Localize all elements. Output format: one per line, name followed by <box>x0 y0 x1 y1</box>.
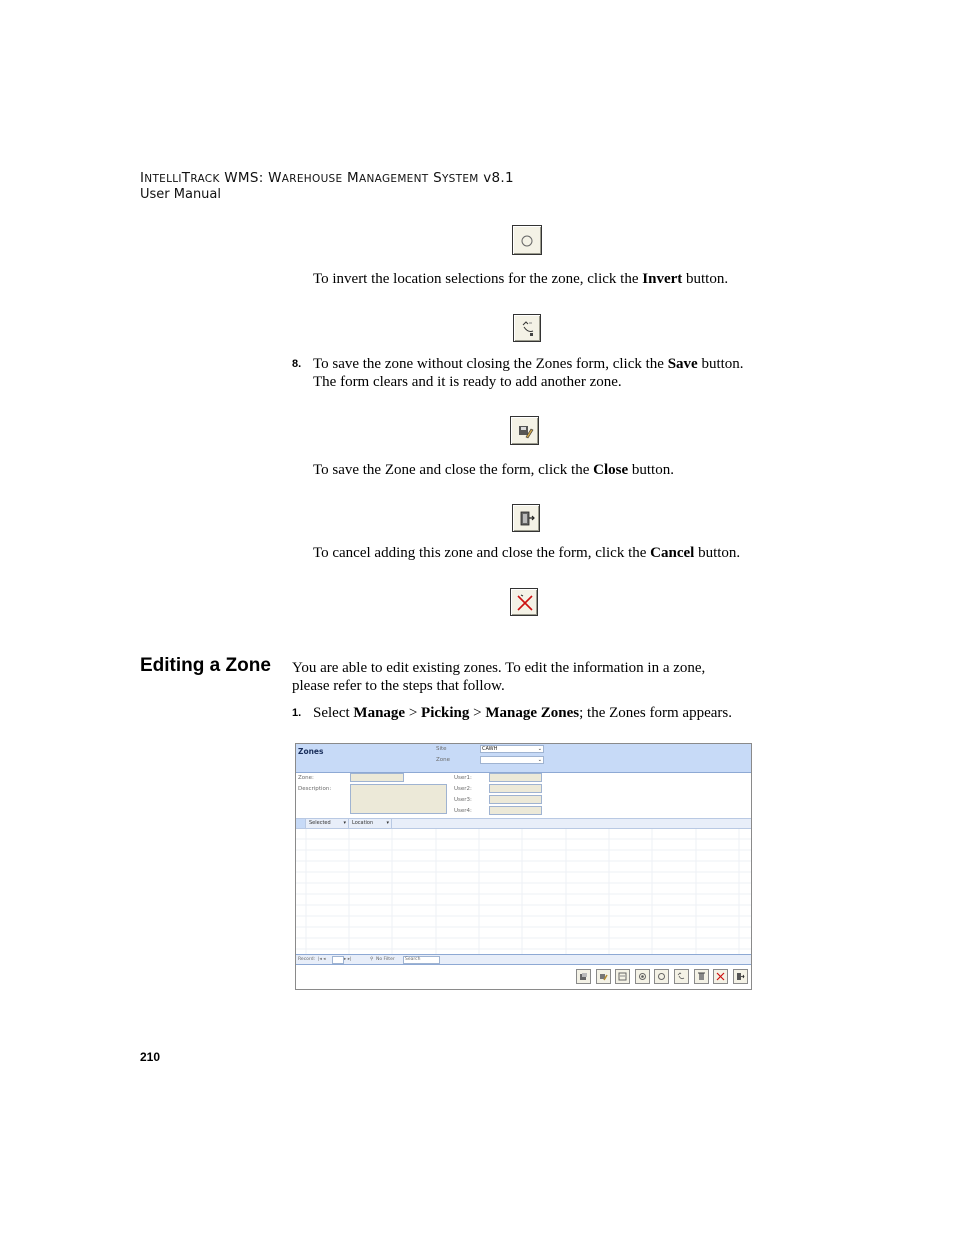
zones-form-screenshot <box>295 743 752 990</box>
invert-icon[interactable] <box>674 969 689 984</box>
record-number-input[interactable] <box>332 956 344 964</box>
step-number: 1. <box>292 707 302 719</box>
next-record-icon[interactable]: ▸ ▸| <box>344 957 352 962</box>
chevron-down-icon: ⌄ <box>537 757 542 763</box>
circle-icon[interactable] <box>654 969 669 984</box>
edit-icon[interactable] <box>596 969 611 984</box>
description-label: Description: <box>298 786 332 792</box>
cancel-x-icon[interactable] <box>713 969 728 984</box>
description-input[interactable] <box>350 784 447 814</box>
user3-label: User3: <box>454 797 472 803</box>
first-record-icon[interactable]: |◂ ◂ <box>318 957 326 962</box>
close-door-icon[interactable] <box>733 969 748 984</box>
user4-label: User4: <box>454 808 472 814</box>
user1-label: User1: <box>454 775 472 781</box>
record-label: Record: <box>298 957 316 962</box>
user2-input[interactable] <box>489 784 542 793</box>
user4-input[interactable] <box>489 806 542 815</box>
filter-icon: ⚲ <box>370 957 374 962</box>
grid-header <box>296 819 751 829</box>
new-icon[interactable] <box>576 969 591 984</box>
site-select[interactable]: CAWH ⌄ <box>482 746 542 752</box>
step1-text: Select Manage > Picking > Manage Zones; the Zones form appears. <box>313 705 732 721</box>
close-paragraph: To save the Zone and close the form, click the Close button. <box>313 462 674 478</box>
column-header-location[interactable]: Location ▾ <box>349 819 392 828</box>
zone-select[interactable] <box>480 756 544 764</box>
user1-input[interactable] <box>489 773 542 782</box>
save-paragraph-2: The form clears and it is ready to add another zone. <box>313 374 622 390</box>
running-header-subtitle: User Manual <box>140 187 222 202</box>
chevron-down-icon: ⌄ <box>537 746 542 752</box>
no-filter-label[interactable]: No Filter <box>376 957 395 962</box>
zone-field-label: Zone: <box>298 775 314 781</box>
grid-lines <box>296 819 751 955</box>
section-heading: Editing a Zone <box>140 655 271 676</box>
chevron-down-icon: ▾ <box>343 820 346 826</box>
cancel-paragraph: To cancel adding this zone and close the form, click the Cancel button. <box>313 545 741 561</box>
select-all-dot-icon[interactable] <box>635 969 650 984</box>
form-icon[interactable] <box>615 969 630 984</box>
site-label: Site <box>436 746 447 752</box>
user2-label: User2: <box>454 786 472 792</box>
page-number: 210 <box>140 1050 161 1064</box>
form-title: Zones <box>298 747 324 756</box>
zone-label: Zone <box>436 757 451 763</box>
column-header-selected[interactable]: Selected ▾ <box>306 819 349 828</box>
section-intro-line-1: You are able to edit existing zones. To edit the information in a zone, <box>292 660 706 676</box>
locations-grid <box>296 818 751 955</box>
zone-input[interactable] <box>350 773 404 782</box>
invert-paragraph: To invert the location selections for the zone, click the Invert button. <box>313 271 729 287</box>
user3-input[interactable] <box>489 795 542 804</box>
search-input[interactable]: Search <box>403 956 440 964</box>
close-door-icon <box>512 504 540 532</box>
select-all-icon[interactable] <box>296 819 306 828</box>
cancel-x-icon <box>510 588 538 616</box>
form-header <box>296 744 751 773</box>
record-navigation-bar <box>296 954 751 965</box>
circle-icon <box>512 225 542 255</box>
invert-icon <box>513 314 541 342</box>
save-paragraph: To save the zone without closing the Zones form, click the Save button. <box>313 356 744 372</box>
trash-icon[interactable] <box>694 969 709 984</box>
section-intro-line-2: please refer to the steps that follow. <box>292 678 505 694</box>
running-header-title: INTELLITRACK WMS: WAREHOUSE MANAGEMENT SYSTEM v8.1 <box>140 170 514 186</box>
save-icon <box>510 416 539 445</box>
step-number: 8. <box>292 358 302 370</box>
chevron-down-icon: ▾ <box>386 820 389 826</box>
